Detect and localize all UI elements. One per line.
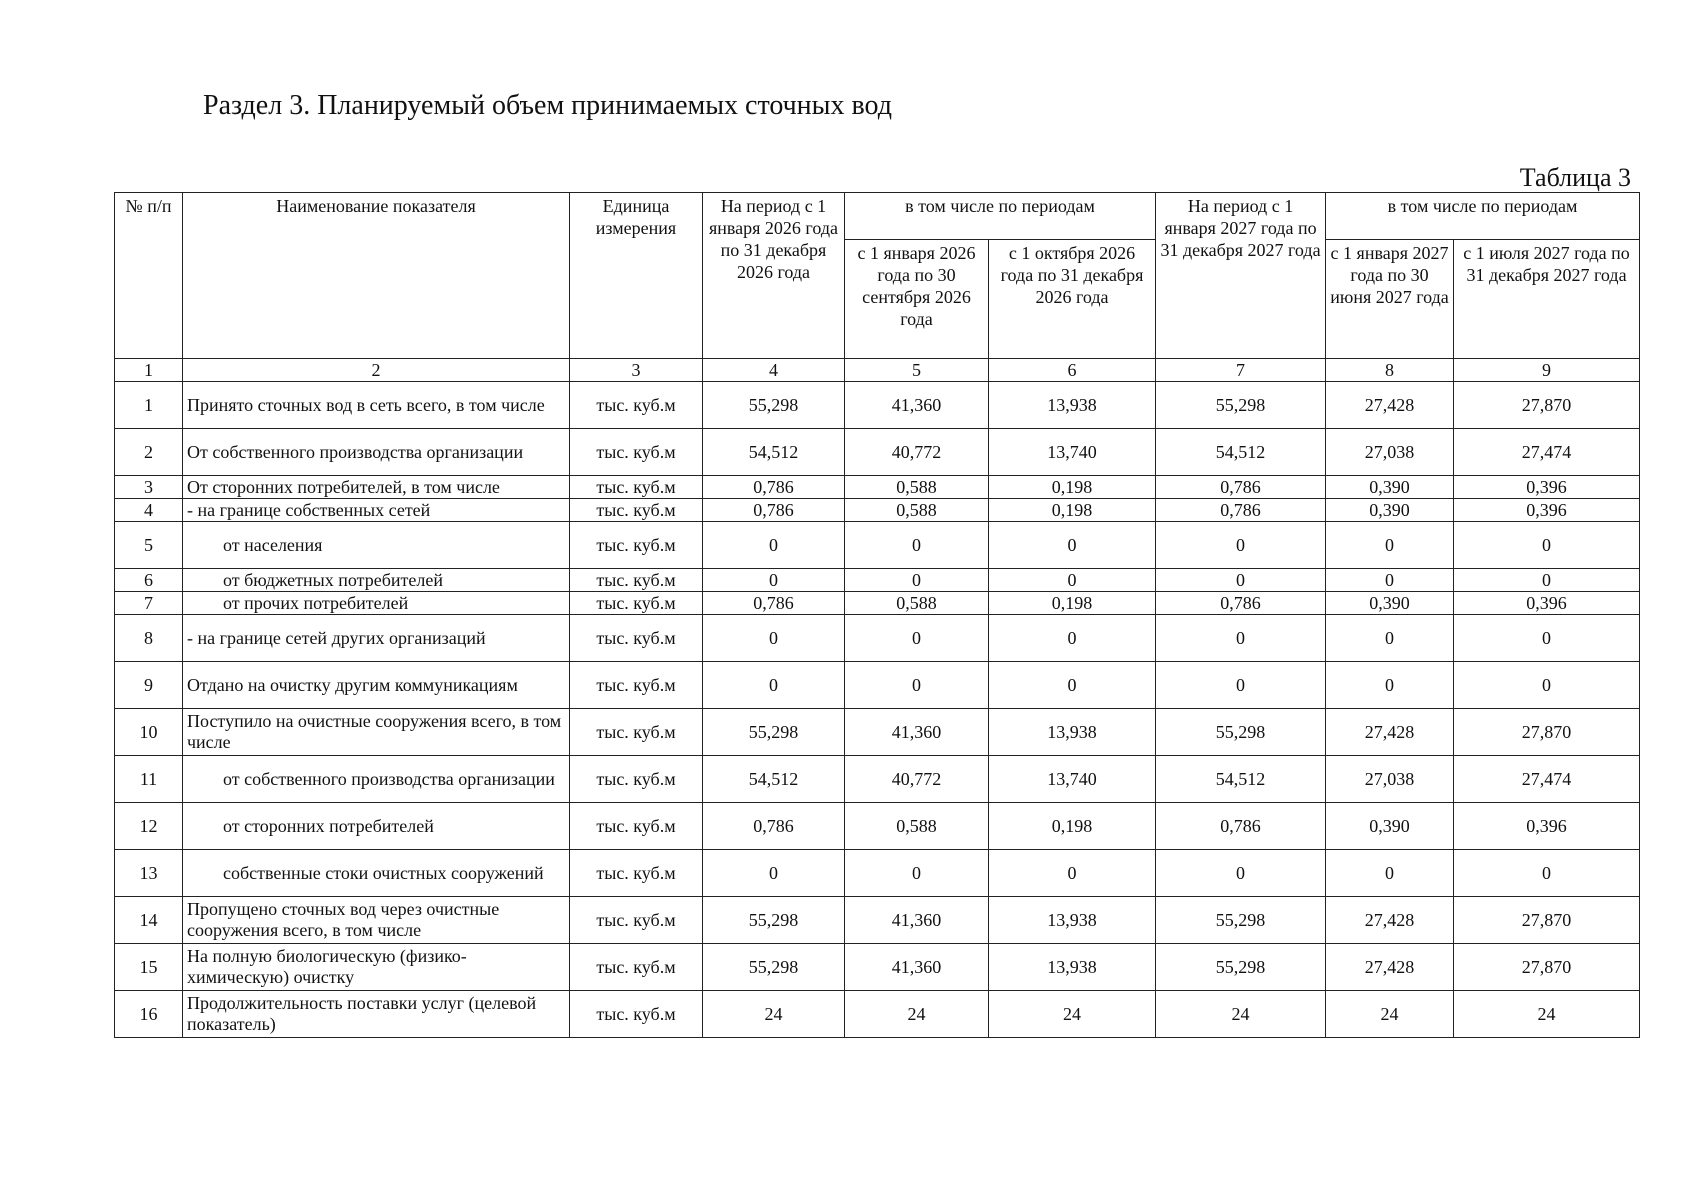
table-row [115,499,1640,522]
row-unit: тыс. куб.м [570,429,703,476]
column-number: 2 [183,359,570,382]
row-number: 9 [115,662,183,709]
row-number: 12 [115,803,183,850]
row-indicator-name: - на границе сетей других организаций [183,615,570,662]
column-number: 6 [989,359,1156,382]
value-cell: 40,772 [845,756,989,803]
value-cell: 0 [703,615,845,662]
value-cell: 27,870 [1454,897,1640,944]
row-number: 15 [115,944,183,991]
row-indicator-name: от сторонних потребителей [183,803,570,850]
table-label: Таблица 3 [1519,163,1631,192]
value-cell: 0,588 [845,476,989,499]
value-cell: 13,740 [989,756,1156,803]
value-cell: 41,360 [845,897,989,944]
row-indicator-name: От сторонних потребителей, в том числе [183,476,570,499]
value-cell: 0,786 [703,499,845,522]
value-cell: 54,512 [703,429,845,476]
row-number: 10 [115,709,183,756]
table-row [115,897,1640,944]
value-cell: 0 [703,522,845,569]
table-row [115,522,1640,569]
table-row [115,476,1640,499]
value-cell: 54,512 [1156,756,1326,803]
value-cell: 0 [845,662,989,709]
value-cell: 0,390 [1326,499,1454,522]
row-number: 13 [115,850,183,897]
table-row [115,850,1640,897]
table-row [115,382,1640,429]
row-number: 14 [115,897,183,944]
row-indicator-name: от прочих потребителей [183,592,570,615]
value-cell: 0,786 [1156,803,1326,850]
value-cell: 0,198 [989,476,1156,499]
row-number: 2 [115,429,183,476]
value-cell: 0,786 [703,592,845,615]
value-cell: 13,740 [989,429,1156,476]
value-cell: 54,512 [1156,429,1326,476]
value-cell: 0,786 [703,803,845,850]
value-cell: 0 [1454,522,1640,569]
value-cell: 0 [845,615,989,662]
value-cell: 55,298 [703,944,845,991]
row-number: 1 [115,382,183,429]
row-unit: тыс. куб.м [570,756,703,803]
value-cell: 0 [1326,615,1454,662]
value-cell: 55,298 [703,382,845,429]
row-indicator-name: собственные стоки очистных сооружений [183,850,570,897]
value-cell: 55,298 [1156,709,1326,756]
value-cell: 55,298 [1156,382,1326,429]
value-cell: 0 [703,850,845,897]
value-cell: 0 [989,522,1156,569]
value-cell: 54,512 [703,756,845,803]
value-cell: 41,360 [845,382,989,429]
row-unit: тыс. куб.м [570,944,703,991]
value-cell: 24 [845,991,989,1038]
value-cell: 24 [1454,991,1640,1038]
row-indicator-name: от бюджетных потребителей [183,569,570,592]
row-indicator-name: От собственного производства организации [183,429,570,476]
value-cell: 0 [1156,569,1326,592]
row-indicator-name: На полную биологическую (физико-химическую) очистку [183,944,570,991]
value-cell: 13,938 [989,382,1156,429]
row-number: 4 [115,499,183,522]
value-cell: 27,428 [1326,897,1454,944]
value-cell: 24 [1156,991,1326,1038]
column-number: 9 [1454,359,1640,382]
column-number: 1 [115,359,183,382]
row-indicator-name: - на границе собственных сетей [183,499,570,522]
value-cell: 0,588 [845,499,989,522]
header-including-periods-2026: в том числе по периодам [845,193,1156,240]
row-unit: тыс. куб.м [570,499,703,522]
row-unit: тыс. куб.м [570,991,703,1038]
value-cell: 27,038 [1326,756,1454,803]
header-name: Наименование показателя [183,193,570,359]
value-cell: 0,588 [845,592,989,615]
table-row [115,615,1640,662]
column-number-row [115,359,1640,382]
value-cell: 0,198 [989,499,1156,522]
row-indicator-name: Принято сточных вод в сеть всего, в том числе [183,382,570,429]
row-unit: тыс. куб.м [570,709,703,756]
row-indicator-name: от населения [183,522,570,569]
header-including-periods-2027: в том числе по периодам [1326,193,1640,240]
value-cell: 0 [703,662,845,709]
value-cell: 0,396 [1454,592,1640,615]
value-cell: 40,772 [845,429,989,476]
section-title: Раздел 3. Планируемый объем принимаемых сточных вод [203,90,892,121]
value-cell: 55,298 [1156,944,1326,991]
value-cell: 27,428 [1326,944,1454,991]
value-cell: 24 [989,991,1156,1038]
row-unit: тыс. куб.м [570,569,703,592]
value-cell: 41,360 [845,944,989,991]
row-unit: тыс. куб.м [570,615,703,662]
value-cell: 0 [1326,662,1454,709]
row-unit: тыс. куб.м [570,803,703,850]
row-unit: тыс. куб.м [570,850,703,897]
table-row [115,944,1640,991]
header-2027-jul-dec: с 1 июля 2027 года по 31 декабря 2027 года [1454,240,1640,359]
row-number: 7 [115,592,183,615]
value-cell: 0,396 [1454,476,1640,499]
table-row [115,662,1640,709]
value-cell: 0 [1454,569,1640,592]
value-cell: 0 [1326,569,1454,592]
row-indicator-name: Продолжительность поставки услуг (целевой показатель) [183,991,570,1038]
value-cell: 13,938 [989,944,1156,991]
header-unit: Единица измерения [570,193,703,359]
value-cell: 0 [845,850,989,897]
value-cell: 0 [1454,850,1640,897]
value-cell: 13,938 [989,897,1156,944]
value-cell: 0 [989,662,1156,709]
header-period-2026: На период с 1 января 2026 года по 31 декабря 2026 года [703,193,845,359]
table-row [115,756,1640,803]
value-cell: 0,786 [1156,499,1326,522]
value-cell: 0,390 [1326,476,1454,499]
header-period-2027: На период с 1 января 2027 года по 31 декабря 2027 года [1156,193,1326,359]
table-row [115,569,1640,592]
value-cell: 0 [703,569,845,592]
value-cell: 27,428 [1326,382,1454,429]
value-cell: 0,390 [1326,803,1454,850]
value-cell: 0 [845,522,989,569]
value-cell: 0 [1156,615,1326,662]
value-cell: 0,396 [1454,803,1640,850]
row-number: 3 [115,476,183,499]
table-row [115,709,1640,756]
row-indicator-name: Пропущено сточных вод через очистные сооружения всего, в том числе [183,897,570,944]
value-cell: 27,870 [1454,709,1640,756]
row-number: 6 [115,569,183,592]
row-unit: тыс. куб.м [570,476,703,499]
row-number: 8 [115,615,183,662]
column-number: 3 [570,359,703,382]
value-cell: 0,396 [1454,499,1640,522]
row-indicator-name: от собственного производства организации [183,756,570,803]
header-num: № п/п [115,193,183,359]
value-cell: 41,360 [845,709,989,756]
value-cell: 0,786 [703,476,845,499]
column-number: 7 [1156,359,1326,382]
value-cell: 27,870 [1454,944,1640,991]
wastewater-volume-table [114,192,1640,1038]
value-cell: 0 [989,850,1156,897]
value-cell: 0,390 [1326,592,1454,615]
row-unit: тыс. куб.м [570,382,703,429]
value-cell: 55,298 [1156,897,1326,944]
row-number: 16 [115,991,183,1038]
table-row [115,803,1640,850]
row-unit: тыс. куб.м [570,897,703,944]
column-number: 8 [1326,359,1454,382]
value-cell: 55,298 [703,709,845,756]
value-cell: 0,786 [1156,592,1326,615]
header-row-1 [115,193,1640,240]
value-cell: 0 [1326,522,1454,569]
value-cell: 0 [1454,662,1640,709]
value-cell: 0,588 [845,803,989,850]
header-2026-jan-sep: с 1 января 2026 года по 30 сентября 2026 года [845,240,989,359]
value-cell: 27,474 [1454,756,1640,803]
value-cell: 0 [1326,850,1454,897]
row-number: 5 [115,522,183,569]
value-cell: 24 [1326,991,1454,1038]
row-unit: тыс. куб.м [570,662,703,709]
value-cell: 0,198 [989,592,1156,615]
value-cell: 0 [845,569,989,592]
header-2026-oct-dec: с 1 октября 2026 года по 31 декабря 2026 года [989,240,1156,359]
table-row [115,429,1640,476]
value-cell: 0 [1454,615,1640,662]
value-cell: 55,298 [703,897,845,944]
column-number: 5 [845,359,989,382]
value-cell: 27,870 [1454,382,1640,429]
value-cell: 27,474 [1454,429,1640,476]
value-cell: 0 [1156,662,1326,709]
value-cell: 27,038 [1326,429,1454,476]
row-indicator-name: Поступило на очистные сооружения всего, в том числе [183,709,570,756]
value-cell: 13,938 [989,709,1156,756]
value-cell: 27,428 [1326,709,1454,756]
value-cell: 24 [703,991,845,1038]
row-unit: тыс. куб.м [570,522,703,569]
row-number: 11 [115,756,183,803]
header-2027-jan-jun: с 1 января 2027 года по 30 июня 2027 года [1326,240,1454,359]
row-unit: тыс. куб.м [570,592,703,615]
value-cell: 0,198 [989,803,1156,850]
value-cell: 0 [989,615,1156,662]
table-row [115,592,1640,615]
value-cell: 0 [1156,850,1326,897]
value-cell: 0,786 [1156,476,1326,499]
column-number: 4 [703,359,845,382]
row-indicator-name: Отдано на очистку другим коммуникациям [183,662,570,709]
table-row [115,991,1640,1038]
value-cell: 0 [989,569,1156,592]
value-cell: 0 [1156,522,1326,569]
